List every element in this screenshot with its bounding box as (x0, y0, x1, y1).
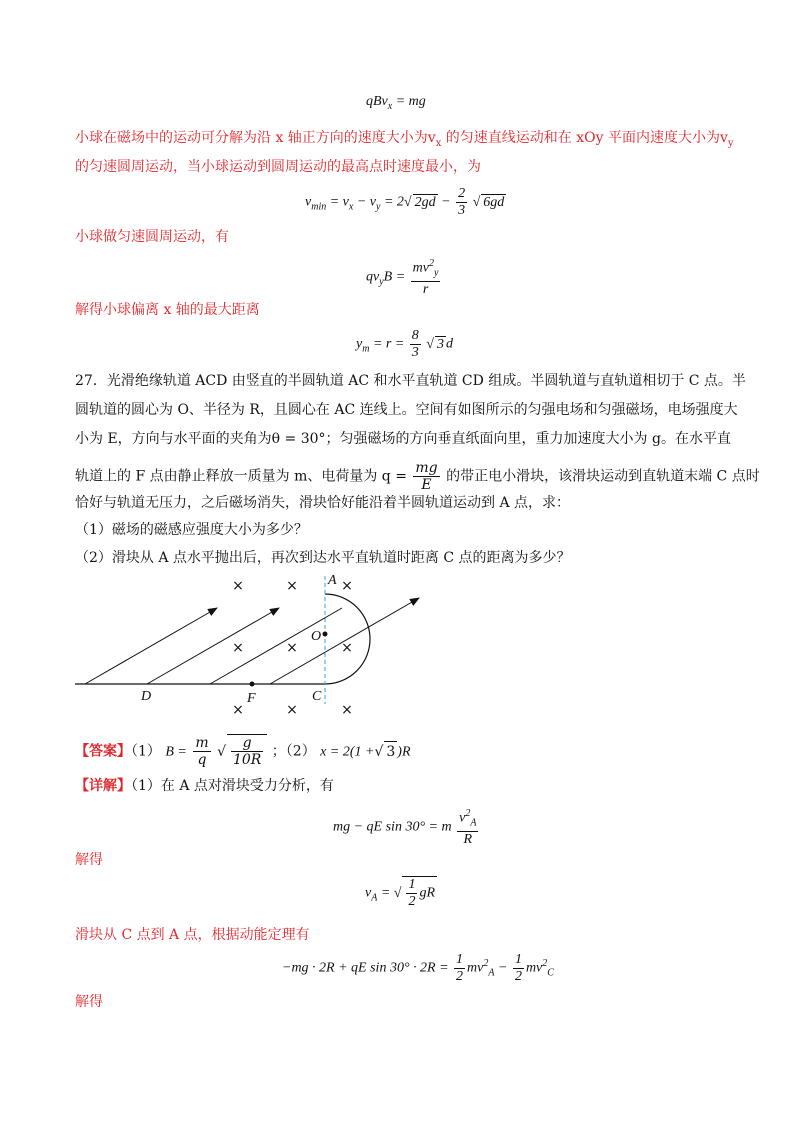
paragraph-max-distance: 解得小球偏离 x 轴的最大距离 (75, 302, 260, 318)
problem-line-4: 轨道上的 F 点由静止释放一质量为 m、电荷量为 q = $\frac{mg}{E}$ 的带正电小滑块，该滑块运动到直轨道末端 C 点时 (75, 460, 760, 493)
equation-kinetic-energy: −mg · 2R + qE sin 30° · 2R = $\frac{1}{2}$ $mv^2_A$ − $\frac{1}{2}$ $mv^2_C$ (282, 952, 554, 984)
cross-mark: × (286, 702, 298, 718)
track-field-diagram (0, 570, 800, 720)
cross-mark: × (232, 578, 244, 594)
equation-va: $v_A$ = √ $\frac{1}{2}$ gR (365, 876, 437, 910)
problem-line-2: 圆轨道的圆心为 O、半径为 R，且圆心在 AC 连线上。空间有如图所示的匀强电场和匀强磁场，电场强度大 (75, 402, 738, 418)
label-d: D (141, 689, 152, 704)
equation-qvb: $qv_yB$ = $\frac{mv^2_y}{r}$ (366, 258, 439, 298)
detail-line-1: 【详解】（1）在 A 点对滑块受力分析，有 (75, 778, 334, 794)
detail-solve-1: 解得 (75, 852, 103, 868)
cross-mark: × (232, 702, 244, 718)
paragraph-motion-decomposition: 小球在磁场中的运动可分解为沿 x 轴正方向的速度大小为$v_x$ 的匀速直线运动和在 xOy 平面内速度大小为$v_y$ (75, 130, 734, 149)
equation-qbv-mg: qBv$_x$ = mg (366, 94, 426, 112)
cross-mark: × (341, 578, 353, 594)
problem-line-5: 恰好与轨道无压力，之后磁场消失，滑块恰好能沿着半圆轨道运动到 A 点，求： (75, 495, 571, 511)
equation-ym: $y_m = r$ = $\frac{8}{3}$ √ 3 d (356, 328, 453, 361)
equation-force-at-a: mg − qE sin 30° = m $\frac{v^2_A}{R}$ (333, 808, 477, 848)
field-line-1 (85, 608, 217, 684)
detail-energy-theorem: 滑块从 C 点到 A 点，根据动能定理有 (75, 927, 310, 943)
equation-vmin: $v_{min} = v_x - v_y = 2√$ 2gd − $\frac{2}{3}$ √ 6gd (305, 186, 506, 219)
point-o (323, 632, 328, 637)
detail-solve-2: 解得 (75, 994, 103, 1010)
paragraph-min-speed: 的匀速圆周运动，当小球运动到圆周运动的最高点时速度最小，为 (75, 159, 481, 175)
answer-line: 【答案】（1） B = $\frac{m}{q}$ √ $\frac{g}{10R}$ ；（2） x = 2(1 +√ 3 )R (75, 734, 411, 768)
label-o: O (311, 629, 322, 644)
paragraph-uniform-circular: 小球做匀速圆周运动，有 (75, 229, 229, 245)
field-line-2 (147, 608, 279, 684)
cross-mark: × (341, 640, 353, 656)
problem-line-1: 27．光滑绝缘轨道 ACD 由竖直的半圆轨道 AC 和水平直轨道 CD 组成。半圆轨道与直轨道相切于 C 点。半 (75, 373, 746, 389)
question-1: （1）磁场的磁感应强度大小为多少？ (75, 522, 308, 538)
cross-mark: × (341, 702, 353, 718)
label-f: F (247, 691, 256, 706)
cross-mark: × (286, 578, 298, 594)
cross-mark: × (232, 640, 244, 656)
field-line-3 (210, 608, 342, 684)
cross-mark: × (286, 640, 298, 656)
label-a: A (328, 573, 337, 588)
question-2: （2）滑块从 A 点水平抛出后，再次到达水平直轨道时距离 C 点的距离为多少？ (75, 550, 571, 566)
problem-line-3: 小为 E，方向与水平面的夹角为θ = 30°；匀强磁场的方向垂直纸面向里，重力加速度大小为 g。在水平直 (75, 431, 731, 447)
label-c: C (312, 689, 322, 704)
point-f (250, 682, 255, 687)
